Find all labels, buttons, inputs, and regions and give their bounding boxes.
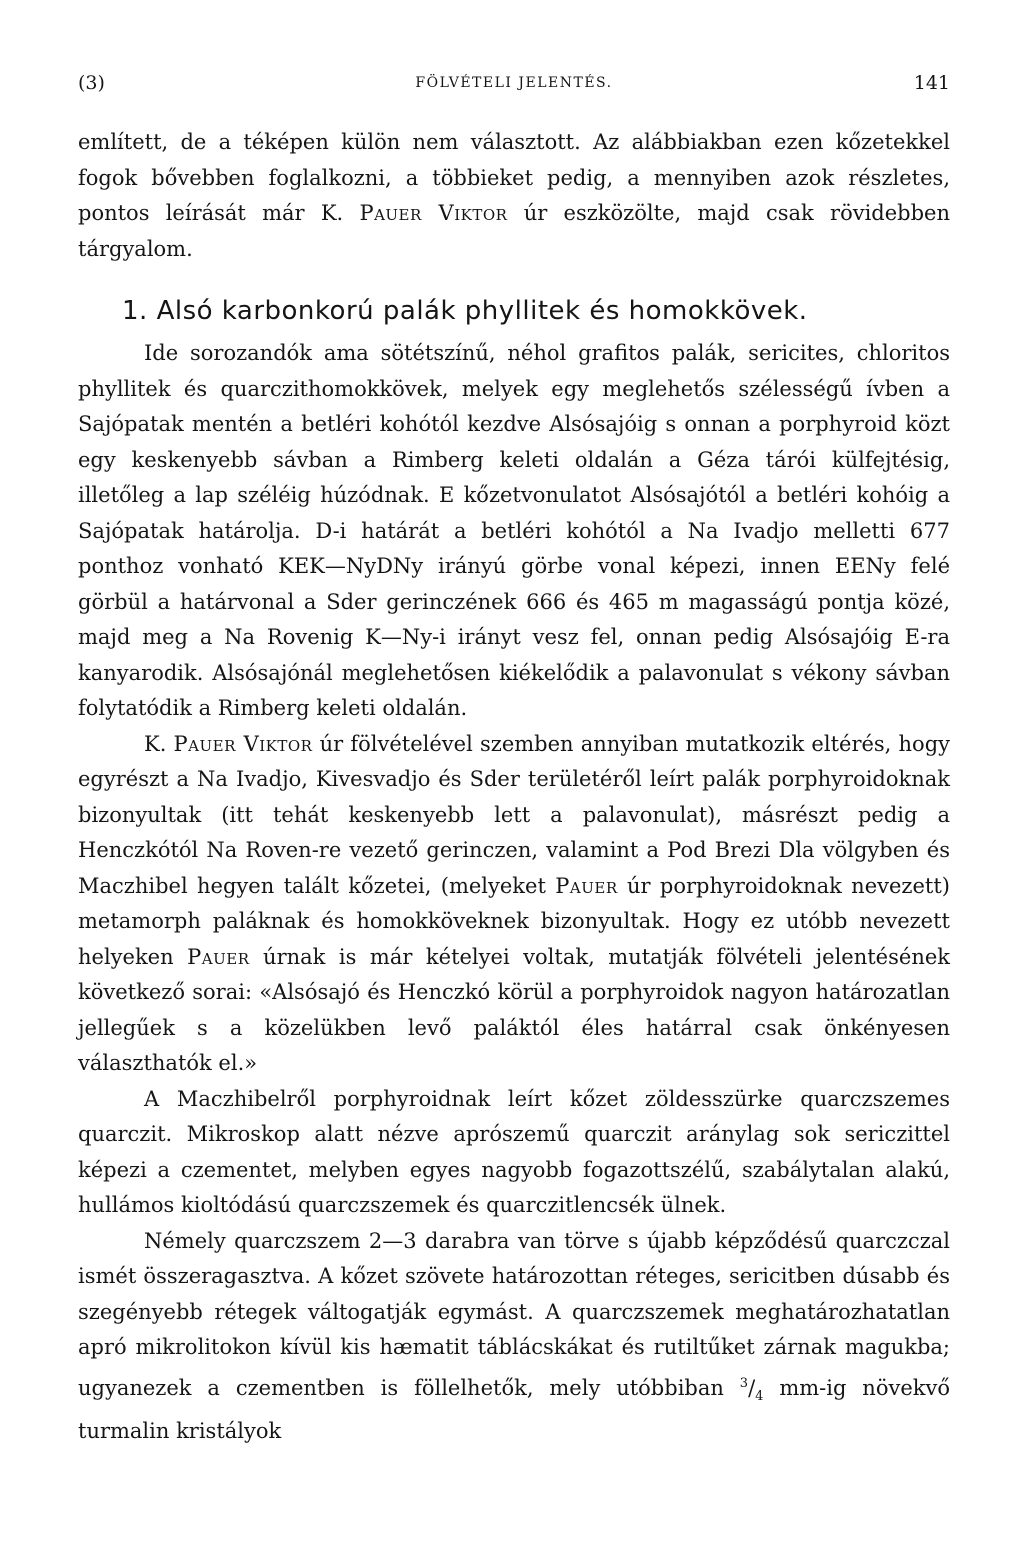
paragraph-3-text-d: úrnak is már kételyei voltak, mutatják fölvételi jelentésének következő sorai: «Alsósajó és Henczkó körül a porphyroidok nagyon határozatlan jellegűek s a közelükben levő paláktól éles határral csak önkényesen választhatók el.» [78,944,950,1075]
author-name: Pauer [555,873,618,898]
paragraph-3 [78,727,950,1082]
paragraph-4: A Maczhibelről porphyroidnak leírt kőzet zöldesszürke quarczszemes quarczit. Mikroskop alatt nézve aprószemű quarczit aránylag sok sericzittel képezi a czementet, melyben egyes nagyobb fogazottszélű, szabálytalan alakú, hullámos kioltódású quarczszemek és quarczitlencsék ülnek. [78,1086,950,1217]
page-number: 141 [913,72,950,94]
fraction-denominator: 4 [755,1388,764,1404]
paragraph-5-text-a: Némely quarczszem 2—3 darabra van törve s újabb képződésű quarczczal ismét összeragasztva. A kőzet szövete határozottan réteges, sericitben dúsabb és szegényebb rétegek váltogatják egymást. A quarczszemek meghatározhatatlan apró mikrolitokon kívül kis hæmatit táblácskákat és rutiltűket zárnak magukba; ugyanezek a czementben is föllelhetők, mely utóbbiban [78,1228,950,1400]
section-number: (3) [78,72,105,94]
author-name: Pauer Viktor [359,201,508,225]
author-name: Pauer [187,944,250,969]
fraction-slash: / [748,1375,756,1400]
paragraph-3-text-a: K. [144,731,174,756]
paragraph-5-text-b: mm-ig növekvő turmalin kristályok [78,1375,950,1444]
paragraph-1-text-a: említett, de a téképen külön nem választott. Az alábbiakban ezen kőzetekkel fogok bővebben foglalkozni, a többieket pedig, a mennyiben azok részletes, pontos leírását már K. [78,130,950,225]
paragraph-3-text-c: úr porphyroidoknak nevezett) metamorph paláknak és homokköveknek bizonyultak. Hogy ez utóbb nevezett helyeken [78,873,950,969]
running-title: FÖLVÉTELI JELENTÉS. [415,75,613,91]
fraction-numerator: 3 [739,1375,749,1391]
section-heading: 1. Alsó karbonkorú palák phyllitek és homokkövek. [122,296,808,326]
running-header [78,68,950,98]
paragraph-3-text-b: úr fölvételével szemben annyiban mutatkozik eltérés, hogy egyrészt a Na Ivadjo, Kivesvadjo és Sder területéről leírt palák porphyroidoknak bizonyultak (itt tehát keskenyebb lett a palavonulat), másrészt pedig a Henczkótól Na Roven-re vezető gerinczen, valamint a Pod Brezi Dla völgyben és Maczhibel hegyen talált kőzetei, (melyeket [78,731,951,898]
paragraph-1-text-b: úr eszközölte, majd csak rövidebben tárgyalom. [78,201,950,261]
paragraph-1 [78,125,950,267]
author-name: Pauer Viktor [173,731,313,756]
paragraph-2: Ide sorozandók ama sötétszínű, néhol grafitos palák, sericites, chloritos phyllitek és quarczithomokkövek, melyek egy meglehetős szélességű ívben a Sajópatak mentén a betléri kohótól kezdve Alsósajóig s onnan a porphyroid közt egy keskenyebb sávban a Rimberg keleti oldalán a Géza tárói külfejtésig, illetőleg a lap széléig húzódnak. E kőzetvonulatot Alsósajótól a betléri kohóig a Sajópatak határolja. D-i határát a betléri kohótól a Na Ivadjo melletti 677 ponthoz vonható KEK—NyDNy irányú görbe vonal képezi, innen EENy felé görbül a határvonal a Sder gerinczének 666 és 465 m magasságú pontja közé, majd meg a Na Rovenig K—Ny-i irányt vesz fel, onnan pedig Alsósajóig E-ra kanyarodik. Alsósajónál meglehetősen kiékelődik a palavonulat s vékony sávban folytatódik a Rimberg keleti oldalán. [78,341,950,720]
paragraph-5 [78,1224,950,1450]
body-text [78,125,950,1450]
